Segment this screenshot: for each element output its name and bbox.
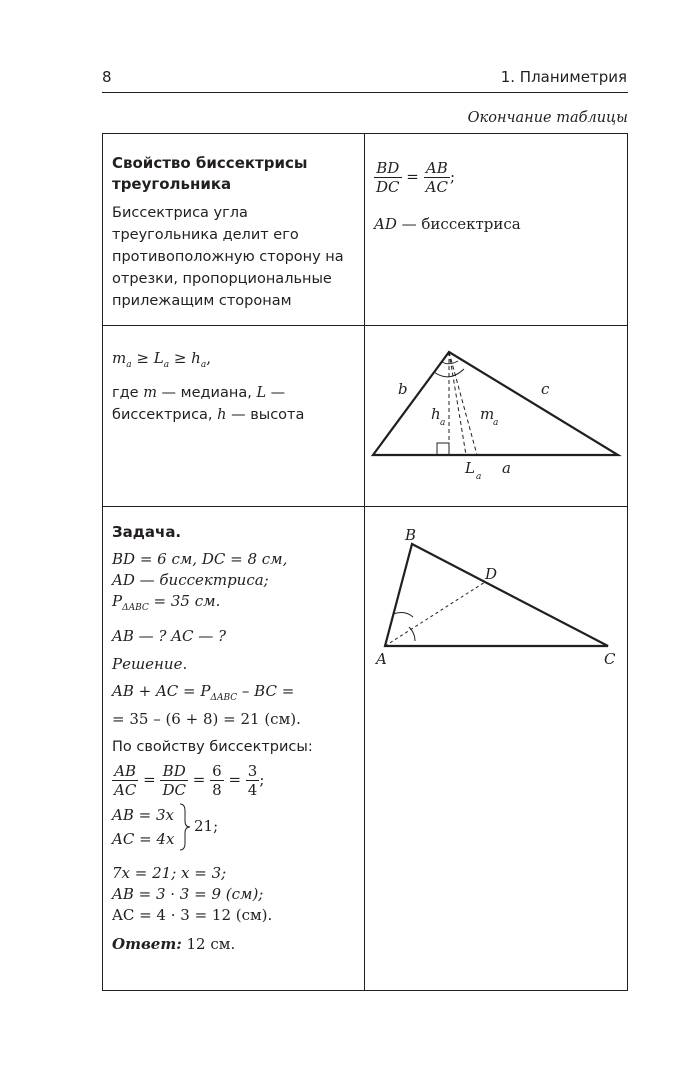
answer: Ответ: 12 см. xyxy=(112,935,236,953)
right-brace xyxy=(178,803,192,851)
question: AB — ? AC — ? xyxy=(112,627,227,645)
page-header xyxy=(102,68,627,92)
label-m-sub: a xyxy=(493,418,499,428)
label-b: b xyxy=(398,380,408,398)
given-perimeter: $P_{\Delta ABC} = 35$ см. xyxy=(112,592,221,613)
fraction-bd-dc: $\frac{BD}{DC}$ xyxy=(376,159,400,196)
inequality-legend: где m — медиана, L — биссектриса, h — высота xyxy=(112,385,305,423)
calc-3: AC = 4 · 3 = 12 (см). xyxy=(112,906,273,924)
bisector-proportion-formula: $\frac{BD}{DC}$ = $\frac{AB}{AC}$ ; xyxy=(376,159,456,196)
label-h-sub: a xyxy=(440,418,446,428)
ratio-formula: $\frac{AB}{AC}$ = $\frac{BD}{DC}$ = $\frac{6}{8}$ = $\frac{3}{4}$ ; xyxy=(114,762,265,799)
label-vertex-c: C xyxy=(604,650,616,668)
system-eq-2: AC = 4x xyxy=(112,830,175,848)
bisector-note: AD — биссектриса xyxy=(374,215,521,233)
row1-left-cell xyxy=(112,153,352,312)
continuation-label: Окончание таблицы xyxy=(467,110,628,126)
solution-line-2: = 35 – (6 + 8) = 21 (см). xyxy=(112,710,301,728)
solution-label: Решение. xyxy=(112,655,188,673)
calc-2: AB = 3 · 3 = 9 (см); xyxy=(112,885,264,903)
label-vertex-b: B xyxy=(405,526,417,544)
label-m: m xyxy=(480,405,495,423)
label-point-d: D xyxy=(485,565,498,583)
page-number: 8 xyxy=(102,68,112,86)
label-h: h xyxy=(431,405,441,423)
angle-arc-1 xyxy=(393,613,413,617)
equation-system xyxy=(112,801,357,853)
bisector-line xyxy=(449,352,466,455)
solution-line-1: AB + AC = $P_{\Delta ABC}$ – BC = xyxy=(112,682,295,703)
row2-left-cell xyxy=(112,348,352,426)
calc-1: 7x = 21; x = 3; xyxy=(112,864,227,882)
label-l-sub: a xyxy=(476,472,482,482)
row1-right-cell xyxy=(374,159,619,235)
header-rule xyxy=(102,92,628,93)
label-vertex-a: A xyxy=(376,650,387,668)
row3-left-cell xyxy=(112,522,357,955)
row1-text: Биссектриса угла треугольника делит его противоположную сторону на отрезки, пропорциональные прилежащим сторонам xyxy=(112,205,344,309)
system-result: 21; xyxy=(194,817,219,835)
triangle-abc xyxy=(385,544,608,646)
section-title: 1. Планиметрия xyxy=(500,68,627,86)
given-1: BD = 6 см, DC = 8 см, xyxy=(112,550,288,568)
properties-table xyxy=(102,133,628,991)
task-label: Задача. xyxy=(112,523,182,541)
triangle-lines-figure xyxy=(365,326,627,506)
fraction-ab-ac: $\frac{AB}{AC}$ xyxy=(425,159,448,196)
inequality: $m_a \ge L_a \ge h_a$, xyxy=(112,349,211,370)
right-angle-mark xyxy=(437,443,449,455)
row1-title: Свойство биссектрисы треугольника xyxy=(112,154,308,193)
task-triangle-figure xyxy=(365,507,627,687)
label-l: L xyxy=(465,459,475,477)
by-property-label: По свойству биссектрисы: xyxy=(112,739,313,755)
angle-arc-inner xyxy=(442,361,458,364)
system-eq-1: AB = 3x xyxy=(112,806,174,824)
triangle-outline xyxy=(373,352,618,455)
label-c: c xyxy=(541,380,550,398)
label-a: a xyxy=(502,459,511,477)
given-2: AD — биссектриса; xyxy=(112,571,269,589)
